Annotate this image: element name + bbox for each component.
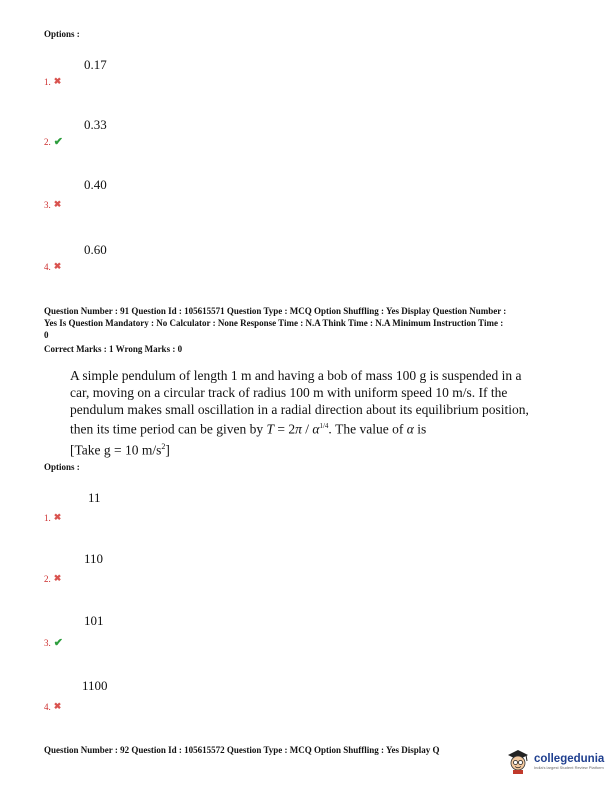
option-value: 110 [84,551,104,566]
marks-info: Correct Marks : 1 Wrong Marks : 0 [44,344,183,354]
cross-mark-icon: ✖ [53,512,62,522]
options-label: Options : [44,462,80,472]
options-label: Options : [44,29,80,39]
option-number: 1. ✖ [44,512,62,523]
question-formula-line: then its time period can be given by $T = 2\pi / \alpha^{1/4}$. The value of α is [70,421,427,437]
option-number: 3. ✖ [44,199,62,210]
option-value: 0.33 [84,117,107,132]
option-number: 4. ✖ [44,701,62,712]
option-number: 1. ✖ [44,76,62,87]
option-number: 3. ✔ [44,637,63,649]
cross-mark-icon: ✖ [53,261,62,271]
check-mark-icon: ✔ [53,136,63,148]
cross-mark-icon: ✖ [53,573,62,583]
logo-tagline: India's largest Student Review Platform [534,764,604,770]
option-value: 0.40 [84,177,107,192]
cross-mark-icon: ✖ [53,701,62,711]
option-value: 1100 [82,678,108,693]
question-meta: Question Number : 92 Question Id : 105615572 Question Type : MCQ Option Shuffling : Yes Display Q [44,745,440,755]
question-text: A simple pendulum of length 1 m and having a bob of mass 100 g is suspended in a car, moving on a circular track of radius 100 m with uniform speed 10 m/s. If the pendulum makes small oscillation in a radial direction about its equilibrium position, then its time period can be given by $T = 2\pi / \alpha^{1/4}$. The value of α is [Take g = 10 $m/s^2$] [70,367,562,458]
option-number: 4. ✖ [44,261,62,272]
option-number: 2. ✔ [44,136,63,148]
option-value: 101 [84,613,104,628]
mascot-icon [505,748,531,774]
collegedunia-logo [505,748,604,774]
cross-mark-icon: ✖ [53,199,62,209]
question-meta: Question Number : 91 Question Id : 105615571 Question Type : MCQ Option Shuffling : Yes Display Question Number : Yes Is Question Mandatory : No Calculator : None Response Time : N.A Think Time : N.A Minimum Instruction Time : 0 [44,306,507,340]
logo-name: collegedunia [534,752,605,765]
option-value: 0.60 [84,242,107,257]
cross-mark-icon: ✖ [53,76,62,86]
option-value: 0.17 [84,57,107,72]
option-number: 2. ✖ [44,573,62,584]
option-value: 11 [88,490,101,505]
check-mark-icon: ✔ [53,637,63,649]
